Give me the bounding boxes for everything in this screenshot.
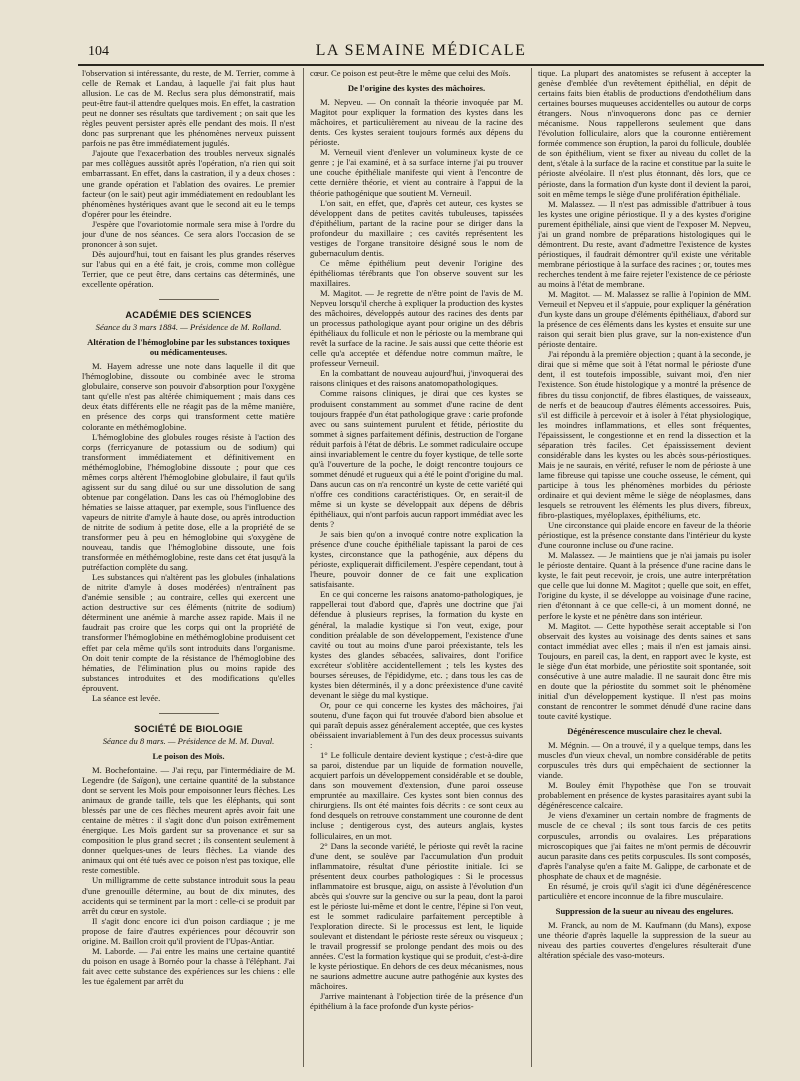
text-column-middle [310, 68, 523, 1068]
paragraph: M. Magitot. — M. Malassez se rallie à l'opinion de MM. Verneuil et Nepveu et il s'appuie, pour expliquer la génération d'un kyste dans un groupe d'éléments épithéliaux, d'abord sur la présence de ces éléments dans les kystes et ensuite sur une raison qui serait bien plus grave, sur la non-existence d'un périoste dentaire. [538, 289, 751, 350]
paragraph: M. Bochefontaine. — J'ai reçu, par l'intermédiaire de M. Legendre (de Saïgon), une certaine quantité de la substance dont se servent les Moïs pour empoisonner leurs flèches. Les animaux de grande taille, tels que les éléphants, qui sont blessés par une de ces flèches meurent après avoir fait une centaine de mètres : il s'agit donc d'un poison extrêmement énergique. Les Moïs gardent sur sa provenance et sur sa composition le plus grand secret ; ils consentent seulement à donner quelques-unes de leurs flèches. La viande des animaux qui ont été tués avec ce poison n'est pas toxique, elle reste comestible. [82, 764, 295, 876]
paragraph: M. Bouley émit l'hypothèse que l'on se trouvait probablement en présence de kystes parasitaires ayant subi la dégénérescence calcaire. [538, 780, 751, 811]
paragraph: M. Laborde. — J'ai entre les mains une certaine quantité du poison en usage à Bornéo pour la chasse à l'éléphant. J'ai fait avec cette substance des expériences sur les chiens : elle les tue également par arrêt du [82, 945, 295, 986]
section-heading: ACADÉMIE DES SCIENCES [125, 310, 252, 321]
paragraph: L'on sait, en effet, que, d'après cet auteur, ces kystes se développent dans de petites cavités tubuleuses, tapissées d'épithélium, partant de la racine pour se diriger dans la profondeur du maxillaire ; ces cavités représentent les vestiges de l'organe transitoire désigné sous le nom de gubernaculum dentis. [310, 197, 523, 258]
paragraph: En la combattant de nouveau aujourd'hui, j'invoquerai des raisons cliniques et des raisons anatomopathologiques. [310, 368, 523, 389]
paragraph: Ce même épithélium peut devenir l'origine des épithéliomas térébrants que l'on observe souvent sur les maxillaires. [310, 257, 523, 288]
article-title: Altération de l'hémoglobine par les substances toxiques ou médicamenteuses. [87, 337, 290, 358]
paragraph: L'hémoglobine des globules rouges résiste à l'action des corps (ferricyanure de potassium ou de sodium) qui transforment immédiatement et définitivement en méthémoglobine, l'hémoglobine dissoute ; pour que ces mêmes corps altèrent l'hémoglobine globulaire, il faut qu'ils agissent sur du sang dilué ou sur une dissolution de sang obtenue par congélation. Dans les cas où l'hémoglobine des hématies se laisse attaquer, par exemple, sous l'influence des vapeurs de nitrite d'amyle à haute dose, ou après introduction de nitrite de sodium à petite dose, elle a la propriété de se transformer peu à peu en hémoglobine qui s'oxygène de nouveau, tandis que l'hémoglobine dissoute, une fois transformée en méthémoglobine, reste dans cet état jusqu'à la putréfaction complète du sang. [82, 431, 295, 573]
paragraph: Je sais bien qu'on a invoqué contre notre explication la présence d'une couche épithéliale tapissant la paroi de ces kystes, circonstance que la pathogénie, aux dépens du périoste, expliquerait difficilement. J'espère cependant, tout à l'heure, pouvoir donner de ce fait une explication satisfaisante. [310, 529, 523, 590]
article-title: Dégénérescence musculaire chez le cheval. [567, 726, 722, 737]
session-line: Séance du 3 mars 1884. — Présidence de M. Rolland. [95, 322, 282, 333]
paragraph: Or, pour ce qui concerne les kystes des mâchoires, j'ai soutenu, d'une façon qui fut trouvée d'abord bien absolue et qui paraît depuis assez généralement acceptée, que ces kystes obéissaient invariablement à l'un des deux processus suivants : [310, 699, 523, 751]
paragraph: M. Mégnin. — On a trouvé, il y a quelque temps, dans les muscles d'un vieux cheval, un nombre considérable de petits corpuscules très durs qui empêchaient de sectionner la viande. [538, 740, 751, 781]
paragraph-continued: l'observation si intéressante, du reste, de M. Terrier, comme à celle de Remak et Landau, à laquelle j'ai fait plus haut allusion. Le cas de M. Reclus sera plus démonstratif, mais peut-être faut-il attendre quelques mois. En effet, la castration peut ne donner ses résultats que tardivement ; on sait que les règles peuvent persister après elle pendant des mois. Il n'est donc pas surprenant que les phénomènes nerveux puissent parfois ne pas être immédiatement jugulés. [82, 68, 295, 149]
paragraph: Dès aujourd'hui, tout en faisant les plus grandes réserves sur l'abus qui en a été fait, je crois, comme mon collègue Terrier, que ce peut être, dans certains cas déterminés, une excellente opération. [82, 248, 295, 289]
paragraph: 2° Dans la seconde variété, le périoste qui revêt la racine d'une dent, se soulève par l'accumulation d'un produit inflammatoire, résultat d'une périostite initiale. Ici se présentent deux courbes pathologiques : Si le processus inflammatoire est brusque, aigu, on assiste à l'évolution d'un abcès qui s'ouvre sur la gencive ou sur la peau, dont la paroi est le périoste lui-même et dont le centre, l'épine si l'on veut, est le sommet radiculaire parfaitement perceptible à l'exploration directe. Si le processus est lent, le liquide soulevant et distendant le périoste reste séreux ou visqueux ; le travail progressif se prolonge pendant des mois ou des années. C'est la formation kystique qui se produit, c'est-à-dire le kyste périostique. En dehors de ces deux mécanismes, nous ne saurions admettre aucune autre pathogénie aux kystes des mâchoires. [310, 840, 523, 992]
paragraph-continued: cœur. Ce poison est peut-être le même que celui des Moïs. [310, 68, 511, 78]
paragraph: J'ai répondu à la première objection ; quant à la seconde, je dirai que si même que soit à l'état normal le périoste d'une dent, il est toutefois impossible, suivant moi, d'en nier l'existence. Son étude histologique y a montré la présence de fibres du tissu conjonctif, de fibres élastiques, de vaisseaux, de nerfs et de beaucoup d'autres éléments accessoires. Puis, s'il est difficile à percevoir et à isoler à l'état physiologique, les moindres inflammations, et elles sont fréquentes, l'épaississent, le congestionne et en rend la dissection et la séparation très faciles. Cet épaississement devient considérable dans les kystes ou les abcès sous-périostiques. Mais je ne saurais, en vérité, refuser le nom de périoste à une lame fibreuse qui tapisse une couche osseuse, le cément, qui participe à tous les phénomènes morbides du périoste ordinaire et qui devient même le siège de néoplasmes, dans lesquels se retrouvent les éléments les plus divers, fibreux, fibro-plastiques, myéloplaxes, épithéliums, etc. [538, 349, 751, 521]
paragraph: M. Hayem adresse une note dans laquelle il dit que l'hémoglobine, dissoute ou combinée avec le stroma globulaire, conserve son pouvoir d'absorption pour l'oxygène tant qu'elle n'est pas altérée chimiquement ; mais dans ces deux états différents elle ne réagit pas de la même manière, en présence des corps qui transforment cette matière colorante en méthémoglobine. [82, 361, 295, 432]
paragraph: Il s'agit donc encore ici d'un poison cardiaque ; je me propose de faire d'autres expériences pour découvrir son origine. M. Baillon croit qu'il provient de l'Upas-Antiar. [82, 915, 295, 946]
paragraph: M. Franck, au nom de M. Kaufmann (du Mans), expose une théorie d'après laquelle la suppression de la sueur au niveau des parties couvertes d'engelures résulterait d'une altération spéciale des vaso-moteurs. [538, 919, 751, 961]
paragraph: Comme raisons cliniques, je dirai que ces kystes se produisent constamment au sommet d'une racine de dent toujours frappée d'un état pathologique grave : carie profonde avec ou sans suintement purulent et fétide, périostite du sommet à signes parfaitement définis, destruction de l'organe réduit parfois à l'état de débris. Le sommet radiculaire occupe ainsi invariablement le centre du foyer kystique, de telle sorte qu'à l'ouverture de la poche, le doigt rencontre toujours ce sommet dénudé et rugueux qui a été le point d'origine du mal. Dans aucun cas on n'a rencontré un kyste de cette variété qui n'offre ces conditions caractéristiques. Or, en serait-il de même si un kyste se développait aux dépens de débris épithéliaux, qui n'ont parfois aucun rapport immédiat avec les dents ? [310, 388, 523, 530]
page-number: 104 [88, 44, 109, 59]
paragraph: Je viens d'examiner un certain nombre de fragments de muscle de ce cheval ; ils sont tous farcis de ces petits corpuscules, arrondis ou ovalaires. Les préparations microscopiques que j'ai faites ne m'ont permis de découvrir aucun parasite dans ces petits corpuscules. Ils sont composés, d'après l'analyse qu'en a faite M. Galippe, de carbonate et de phosphate de chaux et de magnésie. [538, 810, 751, 881]
article-title: De l'origine des kystes des mâchoires. [347, 83, 486, 94]
paragraph: En résumé, je crois qu'il s'agit ici d'une dégénérescence particulière et encore inconnue de la fibre musculaire. [538, 880, 751, 901]
article-title: Suppression de la sueur au niveau des engelures. [555, 905, 734, 916]
paragraph: M. Nepveu. — On connaît la théorie invoquée par M. Magitot pour expliquer la formation des kystes dans les mâchoires, et particulièrement au niveau de la racine des dents. Ces kystes seraient toujours formés aux dépens du périoste. [310, 97, 523, 148]
paragraph: M. Verneuil vient d'enlever un volumineux kyste de ce genre ; je l'ai examiné, et à sa surface interne j'ai pu trouver une couche épithéliale manifeste qui vient à l'encontre de cette dernière théorie, et vient au contraire à l'appui de la théorie pathogénique que soutient M. Verneuil. [310, 147, 523, 198]
paragraph: Un milligramme de cette substance introduit sous la peau d'une grenouille détermine, au bout de dix minutes, des accidents qui se terminent par la mort : celle-ci se produit par arrêt du cœur en systole. [82, 875, 295, 916]
page-header [78, 40, 764, 66]
paragraph: J'ajoute que l'exacerbation des troubles nerveux signalés par mes collègues aussitôt après l'opération, n'a rien qui soit embarrassant. En effet, dans la castration, il y a deux choses : une grande opération et l'ablation des ovaires. Le premier facteur (on le sait) peut agir immédiatement en redoublant les phénomènes hystériques avant que le second ait eu le temps d'opérer pour les éteindre. [82, 148, 295, 219]
column-divider [303, 68, 304, 1067]
paragraph: M. Malassez. — Je maintiens que je n'ai jamais pu isoler le périoste dentaire. Quant à la présence d'une racine dans le kyste, le fait peut recevoir, je crois, une autre interprétation que celle que lui donne M. Magitot ; quelle que soit, en effet, l'origine du kyste, il se développe au voisinage d'une racine, rien d'étonnant à ce que celle-ci, à un moment donné, ne perfore le kyste et ne pénètre dans son intérieur. [538, 550, 751, 621]
section-divider [159, 299, 219, 300]
paragraph: M. Magitot. — Je regrette de n'être point de l'avis de M. Nepveu lorsqu'il cherche à expliquer la production des kystes des mâchoires, développés autour des racines des dents par un processus pathologique ayant pour origine un des débris épithéliaux du follicule et non le périoste ou la membrane qui revêt la surface de la racine. Je sais aussi que cette théorie est celle qu'a acceptée et défendue notre commun maître, le professeur Verneuil. [310, 287, 523, 369]
paragraph: Les substances qui n'altèrent pas les globules (inhalations de nitrite d'amyle à doses modérées) n'entraînent pas d'anémie sensible ; au contraire, celles qui exercent une action destructive sur ces éléments (nitrite de sodium) déterminent une anémie à marche assez rapide. Mais il ne faudrait pas croire que les corps qui ont la propriété de transformer l'hémoglobine en méthémoglobine produisent cet effet par cela même qu'ils sont introduits dans l'organisme. On doit tenir compte de la résistance de l'hémoglobine des hématies, de l'élimination plus ou moins rapide des substances introduites et des modifications qu'elles éprouvent. [82, 572, 295, 693]
paragraph: J'espère que l'ovariotomie normale sera mise à l'ordre du jour d'une de nos séances. Ce sera alors l'occasion de se prononcer à son sujet. [82, 218, 295, 249]
section-divider [159, 713, 219, 714]
paragraph: M. Magitot. — Cette hypothèse serait acceptable si l'on observait des kystes au voisinage des dents saines et sans contact immédiat avec elles ; mais il n'en est jamais ainsi. Toujours, en pareil cas, la dent, en rapport avec le kyste, est le siège d'un état morbide, une périostite soit spontanée, soit consécutive à une autre maladie. Il ne saurait donc être mis en doute que la périostite du sommet soit le phénomène initial d'un développement kystique. Il n'est pas moins constant de rencontrer le sommet dénudé d'une racine dans toute cavité kystique. [538, 620, 751, 721]
paragraph: Une circonstance qui plaide encore en faveur de la théorie périostique, est la présence constante dans l'intérieur du kyste d'une couronne incluse ou d'une racine. [538, 520, 751, 551]
paragraph: J'arrive maintenant à l'objection tirée de la présence d'un épithélium à la face profonde d'un kyste périos- [310, 991, 523, 1012]
paragraph: 1° Le follicule dentaire devient kystique ; c'est-à-dire que sa paroi, distendue par un liquide de formation nouvelle, acquiert parfois un développement considérable et se double, dans son mouvement d'extension, d'une paroi osseuse empruntée au maxillaire. Ces kystes sont bien connus des chirurgiens. Ils ont été maintes fois décrits : ce sont ceux au fond desquels on retrouve constamment une couronne de dent incluse ; dentigerous cyst, des auteurs anglais, kystes folliculaires, en un mot. [310, 750, 523, 841]
paragraph: En ce qui concerne les raisons anatomo-pathologiques, je rappellerai tout d'abord que, d'après une doctrine que j'ai défendue à plusieurs reprises, la formation du kyste en général, la maladie kystique si l'on veut, exige, pour condition préalable de son développement, l'existence d'une cavité ou tout au moins d'une paroi préexistante, tels les kystes des glandes sébacées, salivaires, dont l'orifice excréteur s'oblitère accidentellement ; tels les kystes des bourses séreuses, de l'épididyme, etc. ; dans tous les cas de kystes bien déterminés, il y a donc préexistence d'une cavité devenant le siège du mal kystique. [310, 589, 523, 700]
column-divider [531, 68, 532, 1067]
section-heading: SOCIÉTÉ DE BIOLOGIE [134, 723, 243, 734]
paragraph: La séance est levée. [92, 692, 161, 703]
paragraph-continued: tique. La plupart des anatomistes se refusent à accepter la genèse d'emblée d'un revêtement épithélial, en dépit de certains faits bien établis de productions d'endothélium dans certaines bourses muqueuses accidentelles ou autour de corps étrangers. Nous n'invoquerons donc pas ce dernier mécanisme. Nous rappellerons seulement que dans l'évolution folliculaire, alors que la couronne entièrement formée commence son éruption, la paroi du follicule, doublée de son épithélium, vient se fixer au niveau du collet de la dent, s'étale à la surface de la racine et constitue par la suite le périoste alvéolaire. Il n'est plus étonnant, dès lors, que ce périoste, dans la formation d'un kyste dont il devient la paroi, soit en même temps le siège d'une prolifération épithéliale. [538, 68, 751, 199]
article-title: Le poison des Moïs. [152, 750, 225, 761]
paragraph: M. Malassez. — Il n'est pas admissible d'attribuer à tous les kystes une origine périostique. Il y a des kystes d'origine purement épithéliale, ainsi que vient de l'exposer M. Nepveu, j'ai un grand nombre de préparations histologiques qui le démontrent. Du reste, avant d'admettre l'existence de kystes périostiques, il faudrait démontrer qu'il existe une véritable membrane périostique à la surface des racines ; or, toutes mes recherches tendent à me faire rejeter l'existence de ce périoste au moins à l'état de membrane. [538, 198, 751, 289]
journal-title: LA SEMAINE MÉDICALE [315, 42, 527, 59]
text-column-left [82, 68, 295, 1068]
text-column-right [538, 68, 751, 1068]
session-line: Séance du 8 mars. — Présidence de M. M. Duval. [102, 735, 275, 746]
